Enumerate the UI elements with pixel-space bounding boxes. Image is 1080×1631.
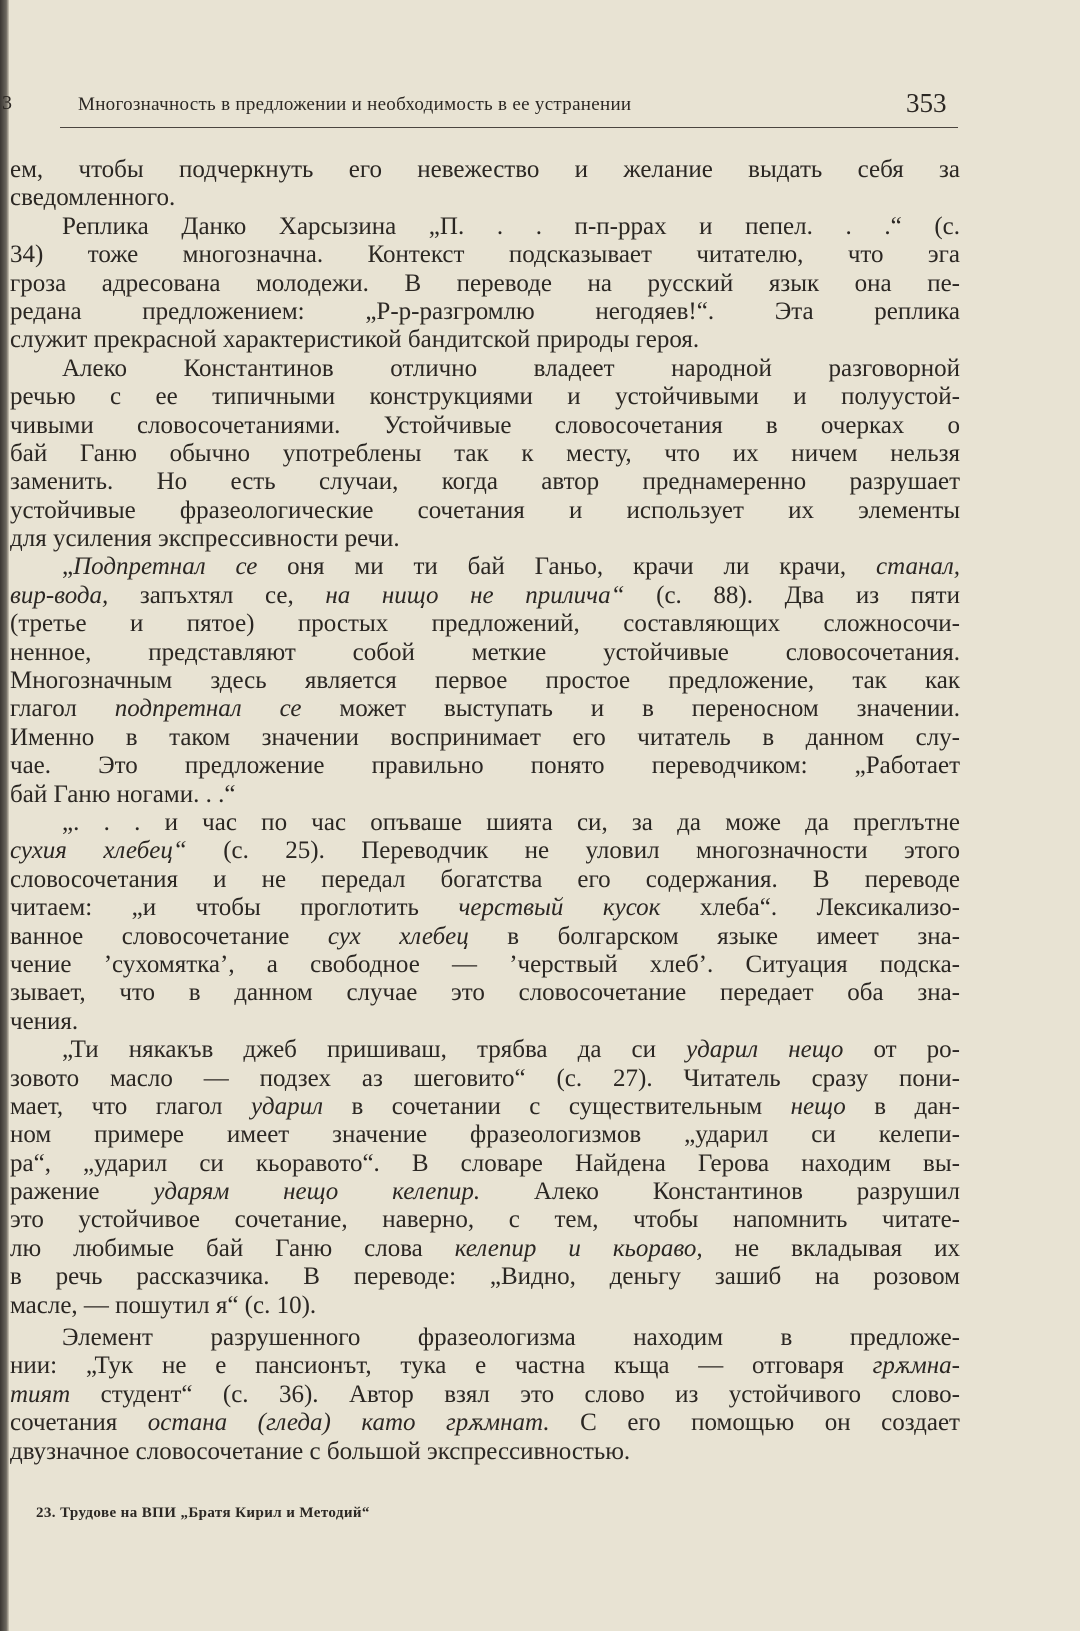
text-line: чае. Это предложение правильно понято переводчиком: „Работает [10,752,960,780]
italic-phrase: ударил нещо [686,1036,844,1064]
body-text [10,156,960,1466]
text-segment: запъхтял се, [108,581,326,609]
italic-phrase: черствый кусок [458,894,661,922]
text-line: зовото масло — подзех аз шеговито“ (с. 27). Читатель сразу пони- [10,1064,960,1092]
italic-phrase: остана (гледа) като грѫмнат. [147,1409,550,1437]
text-line: в речь рассказчика. В переводе: „Видно, деньгу зашиб на розовом [10,1263,960,1291]
text-segment: студент“ (с. 36). Автор взял это слово из устойчивого слово- [70,1380,960,1408]
header-left-mark: 3 [2,92,12,114]
text-line: редана предложением: „Р-р-разгромлю негодяев!“. Эта реплика [10,297,960,325]
text-line [10,582,960,610]
text-line: Реплика Данко Харсызина „П. . . п-п-ррах и пепел. . .“ (с. [62,212,960,240]
text-line: Многозначным здесь является первое простое предложение, так как [10,667,960,695]
text-segment: в болгарском языке имеет зна- [468,922,961,950]
italic-phrase: вир-вода, [10,581,109,609]
text-segment: ванное словосочетание [10,922,328,950]
text-segment: может выступать и в переносном значении. [301,695,960,723]
text-segment: нии: „Тук не е пансионът, тука е частна къща — отговаря [10,1352,873,1380]
text-line: Элемент разрушенного фразеологизма находим в предложе- [62,1324,960,1352]
italic-phrase: на нищо не прилича“ [325,581,625,609]
italic-phrase: ударил [250,1092,324,1120]
text-segment: сочетания [10,1409,148,1437]
text-segment: (с. 25). Переводчик не уловил многозначности этого [186,837,960,865]
text-line [10,1178,960,1206]
text-line [10,695,960,723]
text-line: ном примере имеет значение фразеологизмов „ударил си келепи- [10,1121,960,1149]
text-line: масле, — пошутил я“ (с. 10). [10,1291,317,1319]
text-segment: (с. 88). Два из пяти [624,581,960,609]
text-line: чение ’сухомятка’, а свободное — ’черствый хлеб’. Ситуация подска- [10,950,960,978]
text-segment: от ро- [843,1036,961,1064]
page-number: 353 [906,88,947,118]
text-line: Именно в таком значении воспринимает его читатель в данном слу- [10,723,960,751]
text-segment: Алеко Константинов разрушил [480,1178,960,1206]
text-segment: „Ти някакъв джеб пришиваш, трябва да си [62,1036,687,1064]
text-line [10,1409,960,1437]
text-line [10,1093,960,1121]
italic-phrase: нещо [790,1092,846,1120]
text-segment: в дан- [845,1092,961,1120]
text-segment: С его помощью он создает [549,1409,960,1437]
text-line: зывает, что в данном случае это словосочетание передает оба зна- [10,979,960,1007]
text-segment: читаем: „и чтобы проглотить [10,894,459,922]
text-line: устойчивые фразеологические сочетания и использует их элементы [10,496,960,524]
text-line: гроза адресована молодежи. В переводе на русский язык она пе- [10,269,960,297]
italic-phrase: подпретнал се [114,695,302,723]
text-line: бай Ганю ногами. . .“ [10,780,236,808]
text-line: чивыми словосочетаниями. Устойчивые словосочетания в очерках о [10,411,960,439]
text-segment: лю любимые бай Ганю слова [10,1234,455,1262]
italic-phrase: сухия хлебец“ [10,837,187,865]
text-line [10,837,960,865]
text-line [10,1235,960,1263]
text-line: ра“, „ударил си кьоравото“. В словаре Найдена Герова находим вы- [10,1149,960,1177]
text-line: „. . . и час по час опъваше шията си, за да може да преглътне [62,808,960,836]
text-line [10,1352,960,1380]
text-line [10,923,960,951]
header-rule [60,127,958,128]
text-segment: в сочетании с существительным [323,1092,791,1120]
page-binding-edge [0,0,9,1631]
text-line: (третье и пятое) простых предложений, составляющих сложносочи- [10,610,960,638]
text-line: речью с ее типичными конструкциями и устойчивыми и полуустой- [10,383,960,411]
italic-phrase: Подпретнал се [73,553,258,581]
text-line: ем, чтобы подчеркнуть его невежество и желание выдать себя за [10,156,960,183]
italic-phrase: ударям нещо келепир. [153,1178,481,1206]
text-line: словосочетания и не передал богатства его содержания. В переводе [10,865,960,893]
text-line: это устойчивое сочетание, наверно, с тем, чтобы напомнить читате- [10,1206,960,1234]
header-title: Многозначность в предложении и необходимость в ее устранении [78,94,632,115]
text-line: бай Ганю обычно употреблены так к месту, что их ничем нельзя [10,439,960,467]
text-segment: „ [62,553,74,581]
text-line [10,894,960,922]
running-header [0,88,960,118]
text-segment: не вкладывая их [702,1234,961,1262]
text-segment: глагол [10,695,115,723]
text-line [10,1381,960,1409]
footer-signature: 23. Трудове на ВПИ „Братя Кирил и Методий“ [36,1505,370,1521]
italic-phrase: келепир и кьораво, [454,1234,703,1262]
text-segment: хлеба“. Лексикализо- [660,894,960,922]
text-line: сведомленного. [10,184,176,212]
italic-phrase: станал, [876,553,961,581]
text-line [10,1036,960,1064]
text-segment: ражение [10,1178,154,1206]
text-line: Алеко Константинов отлично владеет народной разговорной [62,354,960,382]
text-line: для усиления экспрессивности речи. [10,525,400,553]
text-segment: оня ми ти бай Ганьо, крачи ли крачи, [257,553,876,581]
text-line: ненное, представляют собой меткие устойчивые словосочетания. [10,638,960,666]
text-line: чения. [10,1007,79,1035]
italic-phrase: сух хлебец [327,922,469,950]
text-line [10,553,960,581]
text-line: 34) тоже многозначна. Контекст подсказывает читателю, что эга [10,241,960,269]
italic-phrase: тият [10,1380,71,1408]
text-line: заменить. Но есть случаи, когда автор преднамеренно разрушает [10,468,960,496]
italic-phrase: грѫмна- [872,1352,960,1380]
text-line: служит прекрасной характеристикой бандитской природы героя. [10,326,700,354]
text-line: двузначное словосочетание с большой экспрессивностью. [10,1437,631,1465]
text-segment: мает, что глагол [10,1092,251,1120]
